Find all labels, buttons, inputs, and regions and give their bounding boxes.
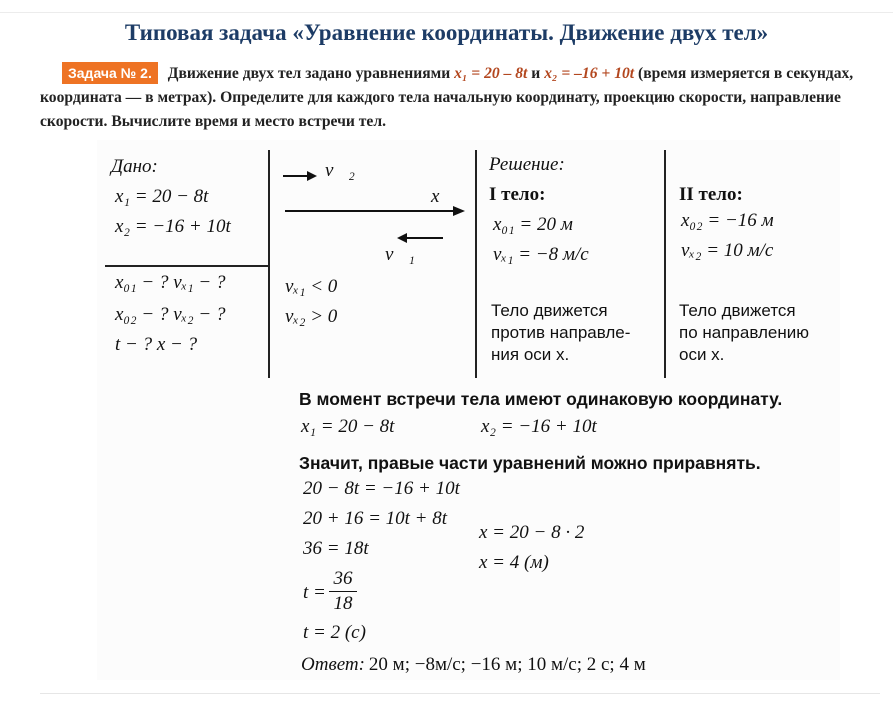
x-axis-head bbox=[453, 206, 465, 216]
divider-diagram bbox=[475, 150, 477, 378]
find-2: x₀₂ − ? vₓ₂ − ? bbox=[115, 304, 226, 325]
v1-arrow-head bbox=[397, 233, 407, 243]
v2-arrow-head bbox=[307, 171, 317, 181]
given-header: Дано: bbox=[111, 156, 158, 177]
meeting-text-2: Значит, правые части уравнений можно приравнять. bbox=[299, 453, 761, 473]
find-1: x₀₁ − ? vₓ₁ − ? bbox=[115, 272, 226, 293]
body1-vx: vₓ₁ = −8 м/с bbox=[493, 244, 589, 265]
body2-note-3: оси x. bbox=[679, 345, 725, 364]
body1-title: I тело: bbox=[489, 184, 546, 205]
body1-note-2: против направле- bbox=[491, 323, 631, 342]
page-title: Типовая задача «Уравнение координаты. Движение двух тел» bbox=[124, 20, 769, 45]
step-1: 20 − 8t = −16 + 10t bbox=[303, 478, 460, 499]
t-denominator: 18 bbox=[333, 593, 353, 614]
task-and: и bbox=[531, 65, 541, 82]
cond-vx1: vₓ₁ < 0 bbox=[285, 276, 338, 297]
v1-label: v⃗₁ bbox=[385, 244, 415, 265]
x-calc: x = 20 − 8 · 2 bbox=[479, 522, 585, 543]
cond-vx2: vₓ₂ > 0 bbox=[285, 306, 338, 327]
meeting-eq2: x₂ = −16 + 10t bbox=[481, 416, 597, 437]
answer-line bbox=[301, 654, 646, 676]
divider-bodies bbox=[664, 150, 666, 378]
solution-scan bbox=[97, 140, 840, 680]
axis-diagram bbox=[277, 156, 467, 266]
body1-x0: x₀₁ = 20 м bbox=[493, 214, 573, 235]
body2-vx: vₓ₂ = 10 м/с bbox=[681, 240, 774, 261]
t-lhs: t = bbox=[303, 582, 326, 603]
fraction-bar bbox=[329, 591, 357, 592]
meeting-text-1: В момент встречи тела имеют одинаковую координату. bbox=[299, 389, 783, 409]
given-eq1: x₁ = 20 − 8t bbox=[115, 186, 209, 207]
body2-note-1: Тело движется bbox=[679, 301, 796, 320]
t-result: t = 2 (с) bbox=[303, 622, 366, 643]
task-equation-1: x₁ = 20 – 8t bbox=[454, 65, 528, 82]
divider-given-find bbox=[105, 265, 270, 267]
given-eq2: x₂ = −16 + 10t bbox=[115, 216, 231, 237]
task-text-after: (время измеряется в секундах, координата — в метрах). Определите для каждого тела начальную координату, проекцию скорости, направление скорости. Вычислите время и место встречи тел. bbox=[40, 65, 854, 130]
body1-note-3: ния оси x. bbox=[491, 345, 570, 364]
step-2: 20 + 16 = 10t + 8t bbox=[303, 508, 448, 529]
x-result: x = 4 (м) bbox=[479, 552, 549, 573]
body1-note-1: Тело движется bbox=[491, 301, 608, 320]
task-text-before: Движение двух тел задано уравнениями bbox=[167, 65, 451, 82]
meeting-eq1: x₁ = 20 − 8t bbox=[301, 416, 395, 437]
body2-title: II тело: bbox=[679, 184, 743, 205]
body2-x0: x₀₂ = −16 м bbox=[681, 210, 774, 231]
top-divider bbox=[0, 12, 893, 13]
step-3: 36 = 18t bbox=[303, 538, 369, 559]
task-badge: Задача № 2. bbox=[62, 62, 158, 84]
divider-given bbox=[268, 150, 270, 378]
v2-label: v⃗₂ bbox=[325, 160, 355, 181]
bottom-divider bbox=[40, 693, 880, 694]
x-axis-label: x bbox=[431, 186, 440, 207]
body2-note-2: по направлению bbox=[679, 323, 809, 342]
solution-header: Решение: bbox=[489, 154, 565, 175]
task-statement bbox=[40, 62, 885, 134]
t-fraction bbox=[329, 568, 357, 615]
answer-text: 20 м; −8м/с; −16 м; 10 м/с; 2 с; 4 м bbox=[368, 654, 646, 675]
answer-label: Ответ: bbox=[301, 654, 365, 675]
task-equation-2: x₂ = –16 + 10t bbox=[544, 65, 635, 82]
find-3: t − ? x − ? bbox=[115, 334, 198, 355]
t-numerator: 36 bbox=[333, 568, 353, 589]
